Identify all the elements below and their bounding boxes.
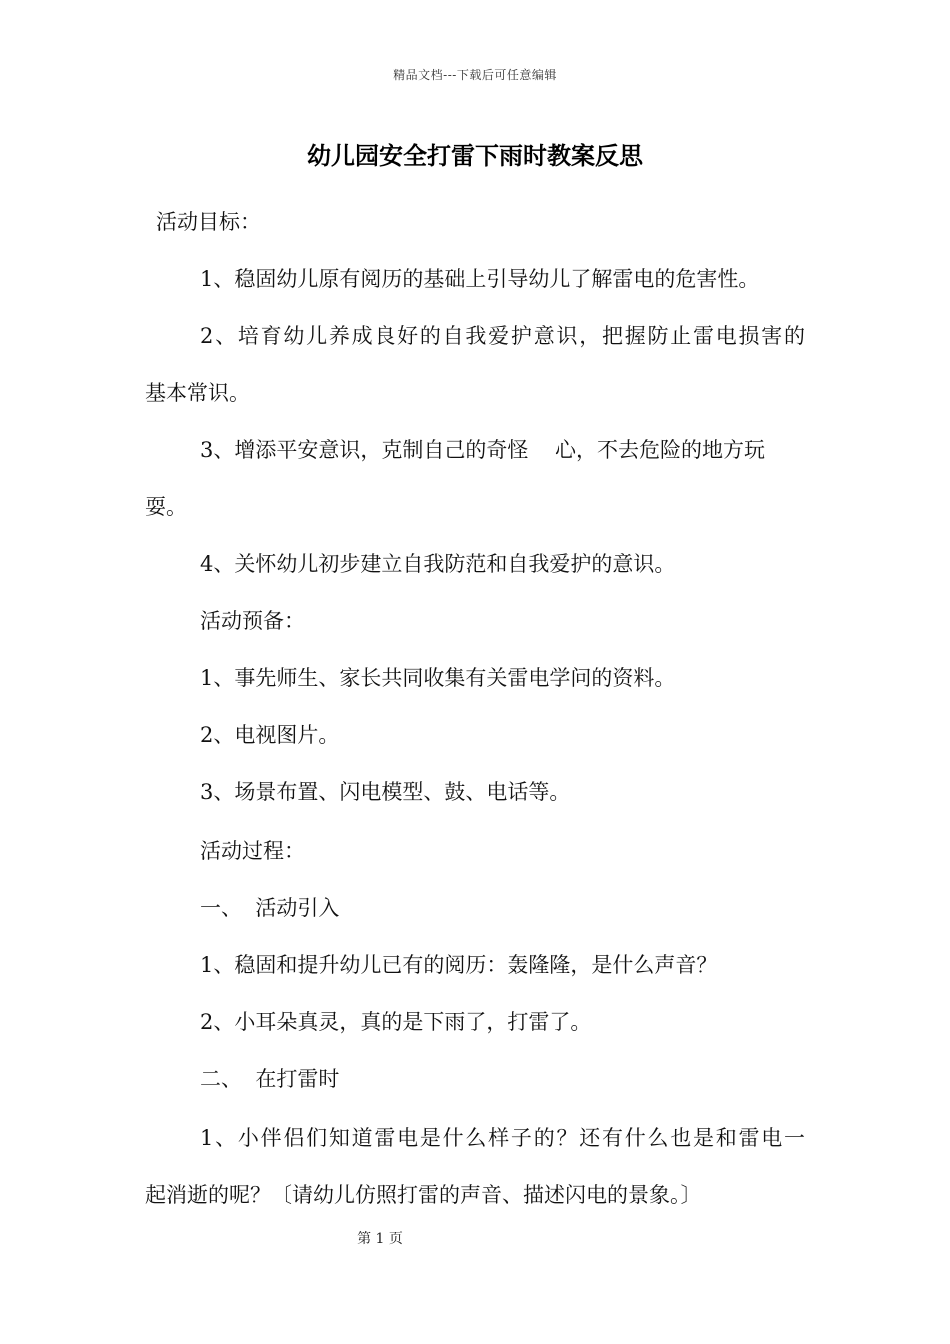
section-2-item-1-line-1: 1、小伴侣们知道雷电是什么样子的？还有什么也是和雷电一	[200, 1126, 805, 1150]
section-2-heading: 二、 在打雷时	[200, 1067, 340, 1091]
section-1-item-1: 1、稳固和提升幼儿已有的阅历：轰隆隆，是什么声音？	[200, 953, 718, 977]
section-1-heading: 一、 活动引入	[200, 896, 340, 920]
goal-2-line-2: 基本常识。	[145, 381, 250, 405]
section-2-item-1-line-2: 起消逝的呢？〔请幼儿仿照打雷的声音、描述闪电的景象。〕	[145, 1183, 702, 1207]
prep-heading: 活动预备：	[200, 609, 305, 633]
goal-1: 1、稳固幼儿原有阅历的基础上引导幼儿了解雷电的危害性。	[200, 267, 760, 291]
goal-4: 4、关怀幼儿初步建立自我防范和自我爱护的意识。	[200, 552, 676, 576]
document-title: 幼儿园安全打雷下雨时教案反思	[307, 141, 643, 170]
process-heading: 活动过程：	[200, 839, 305, 863]
prep-item-2: 2、电视图片。	[200, 723, 340, 747]
page-number: 第 1 页	[357, 1231, 403, 1247]
prep-item-1: 1、事先师生、家长共同收集有关雷电学问的资料。	[200, 666, 676, 690]
prep-item-3: 3、场景布置、闪电模型、鼓、电话等。	[200, 780, 571, 804]
section-1-item-2: 2、小耳朵真灵，真的是下雨了，打雷了。	[200, 1010, 592, 1034]
goals-heading: 活动目标：	[156, 210, 261, 234]
goal-3-line-2: 耍。	[145, 495, 187, 519]
page-header: 精品文档---下载后可任意编辑	[393, 68, 557, 82]
goal-3-line-1: 3、增添平安意识，克制自己的奇怪 心，不去危险的地方玩	[200, 438, 766, 462]
goal-2-line-1: 2、培育幼儿养成良好的自我爱护意识，把握防止雷电损害的	[200, 324, 805, 348]
